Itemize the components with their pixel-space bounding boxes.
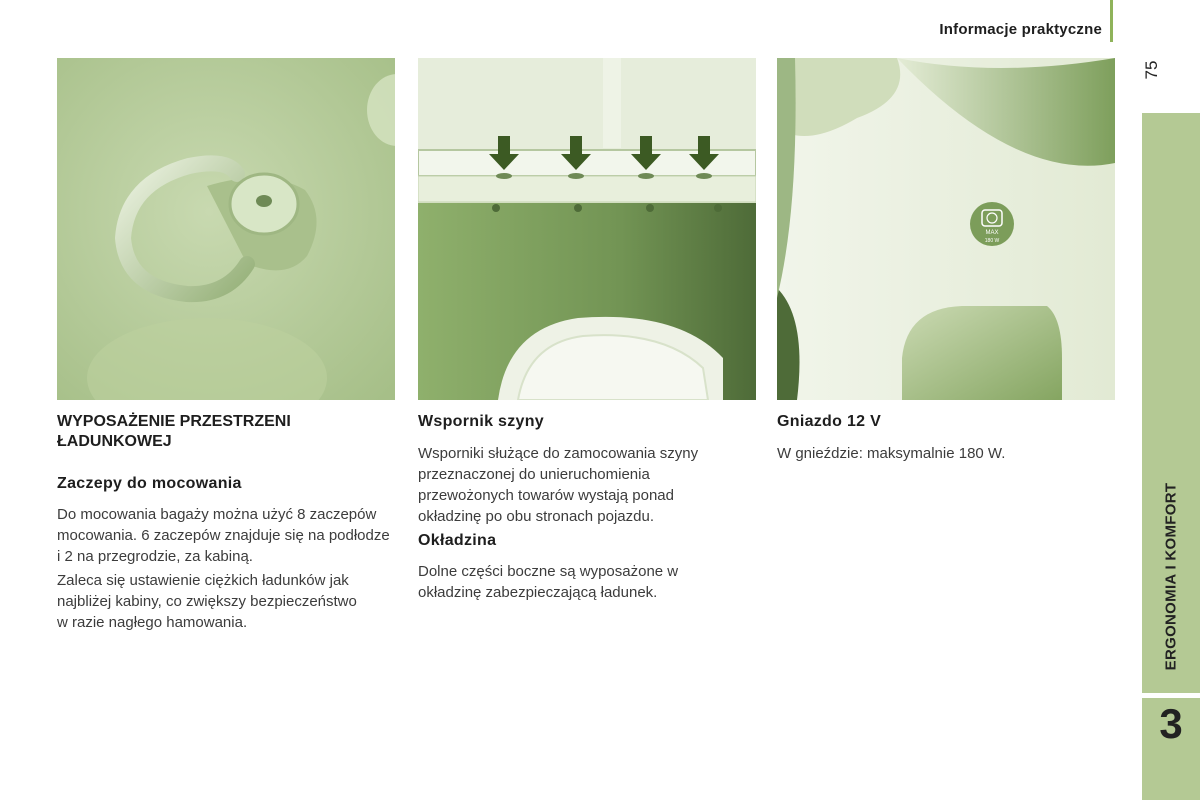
chapter-number: 3 (1159, 700, 1183, 747)
rail-support-heading: Wspornik szyny (418, 413, 545, 430)
rail-supports-illustration (418, 58, 756, 400)
section-title: Informacje praktyczne (939, 21, 1102, 38)
cargo-equipment-heading: WYPOSAŻENIE PRZESTRZENI ŁADUNKOWEJ (57, 413, 291, 450)
socket-column (777, 412, 1117, 464)
lining-text: Dolne części boczne są wyposażone w okładzinę zabezpieczającą ładunek. (418, 563, 679, 601)
heavy-load-text: Zaleca się ustawienie ciężkich ładunków jak najbliżej kabiny, co zwiększy bezpieczeństwo w razie nagłego hamowania. (57, 572, 357, 631)
cargo-equipment-column (57, 412, 397, 633)
header-divider (1110, 0, 1113, 42)
socket-label-watts: 180 W (984, 238, 1000, 244)
socket-panel-illustration (777, 58, 1115, 400)
chapter-title (1159, 465, 1183, 687)
tie-down-heading: Zaczepy do mocowania (57, 475, 242, 492)
chapter-side-tab (1142, 113, 1200, 800)
tie-down-ring-illustration (57, 58, 395, 400)
photo-12v-socket (777, 58, 1115, 400)
socket-heading: Gniazdo 12 V (777, 413, 882, 430)
rail-support-column (418, 412, 758, 603)
chapter-title-text: ERGONOMIA I KOMFORT (1162, 482, 1180, 670)
rail-support-text: Wsporniki służące do zamocowania szyny przeznaczonej do unieruchomienia przewożonych towarów wystają ponad okładzinę po obu stronach pojazdu. (418, 445, 699, 525)
socket-text: W gnieździe: maksymalnie 180 W. (777, 445, 1006, 462)
chapter-tab-divider (1142, 693, 1200, 698)
tie-down-text: Do mocowania bagaży można użyć 8 zaczepów mocowania. 6 zaczepów znajduje się na podłodze i 2 na przegrodzie, za kabiną. (57, 506, 390, 565)
photo-tie-down-ring (57, 58, 395, 400)
page-number: 75 (1142, 60, 1161, 80)
lining-heading: Okładzina (418, 532, 497, 549)
socket-label-max: MAX (985, 230, 999, 236)
photo-rail-supports (418, 58, 756, 400)
